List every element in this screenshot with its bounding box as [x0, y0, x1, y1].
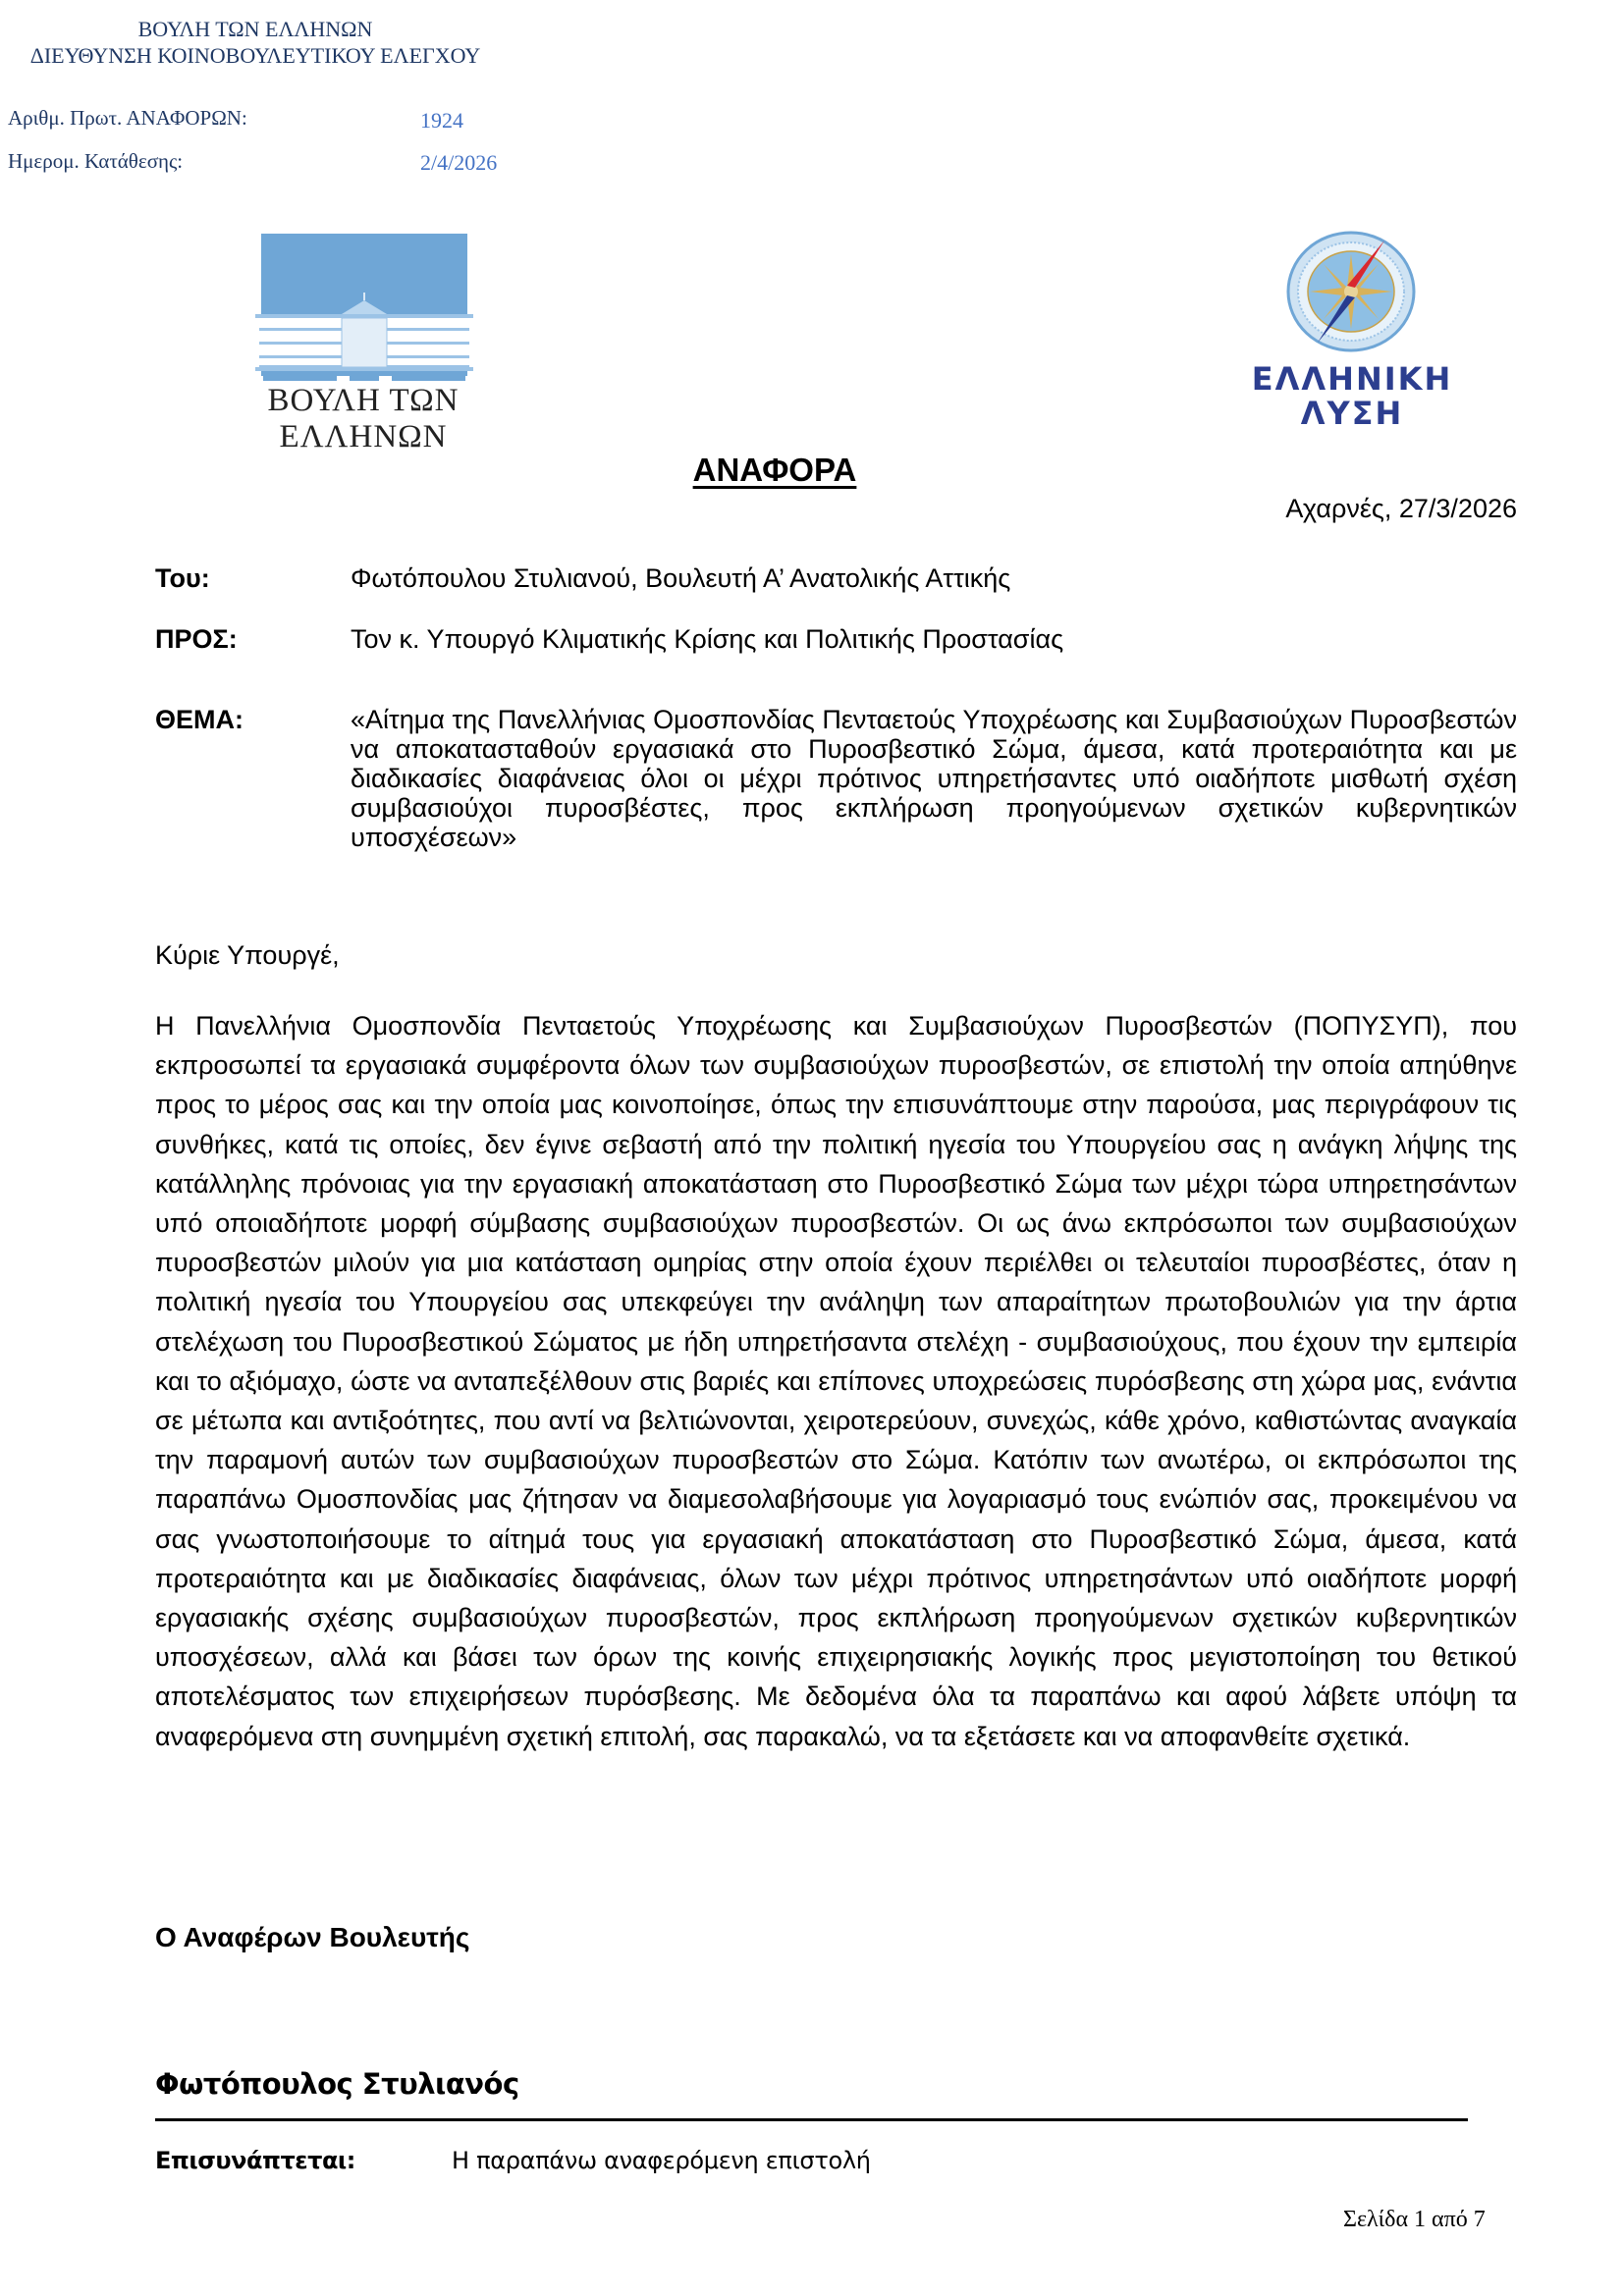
subject-value: «Αίτημα της Πανελλήνιας Ομοσπονδίας Πενταετούς Υποχρέωσης και Συμβασιούχων Πυροσβεστών να αποκατασταθούν εργασιακά στο Πυροσβεστικό Σώμα, άμεσα, κατά προτεραιότητα και με διαδικασίες διαφάνειας όλοι οι μέχρι πρότινος υπηρετήσαντες υπό οιαδήποτε μισθωτή σχέση συμβασιούχοι πυροσβέστες, προς εκπλήρωση προηγούμενων σχετικών κυβερνητικών υποσχέσεων»	[351, 705, 1517, 852]
header-directorate: ΔΙΕΥΘΥΝΣΗ ΚΟΙΝΟΒΟΥΛΕΥΤΙΚΟΥ ΕΛΕΓΧΟΥ	[29, 43, 481, 68]
compass-icon	[1286, 231, 1416, 352]
attachment-label: Επισυνάπτεται:	[155, 2147, 355, 2174]
signer-title: Ο Αναφέρων Βουλευτής	[155, 1922, 470, 1952]
filing-date-label: Ημερομ. Κατάθεσης:	[8, 149, 184, 173]
party-logo	[1239, 231, 1465, 432]
signer-name: Φωτόπουλος Στυλιανός	[155, 2067, 519, 2101]
document-title: ΑΝΑΦΟΡΑ	[692, 452, 857, 488]
page-number: Σελίδα 1 από 7	[1343, 2207, 1486, 2232]
separator-line	[155, 2118, 1468, 2121]
to-label: ΠΡΟΣ:	[155, 624, 238, 654]
subject-label: ΘΕΜΑ:	[155, 705, 244, 734]
parliament-logo-caption: ΒΟΥΛΗ ΤΩΝ ΕΛΛΗΝΩΝ	[267, 383, 460, 454]
filing-date: 2/4/2026	[420, 150, 498, 175]
attachment-value: Η παραπάνω αναφερόμενη επιστολή	[452, 2147, 871, 2174]
parliament-logo	[187, 234, 540, 454]
protocol-number: 1924	[420, 108, 463, 133]
header-institution: ΒΟΥΛΗ ΤΩΝ ΕΛΛΗΝΩΝ	[137, 17, 373, 41]
party-logo-line1: ΕΛΛΗΝΙΚΗ	[1251, 360, 1453, 398]
place-date: Αχαρνές, 27/3/2026	[1285, 494, 1517, 523]
from-label: Του:	[155, 563, 210, 593]
letter-body: Η Πανελλήνια Ομοσπονδία Πενταετούς Υποχρέωσης και Συμβασιούχων Πυροσβεστών (ΠΟΠΥΣΥΠ), που εκπροσωπεί τα εργασιακά συμφέροντα όλων των συμβασιούχων πυροσβεστών, σε επιστολή την οποία απηύθηνε προς το μέρος σας και την οποία μας κοινοποίησε, όπως την επισυνάπτουμε στην παρούσα, μας περιγράφουν τις συνθήκες, κατά τις οποίες, δεν έγινε σεβαστή από την πολιτική ηγεσία του Υπουργείου σας η ανάγκη λήψης της κατάλληλης πρόνοιας για την εργασιακή αποκατάσταση στο Πυροσβεστικό Σώμα των μέχρι τώρα υπηρετησάντων υπό οποιαδήποτε μορφή σύμβασης συμβασιούχων πυροσβεστών. Οι ως άνω εκπρόσωποι των συμβασιούχων πυροσβεστών μιλούν για μια κατάσταση ομηρίας στην οποία έχουν περιέλθει οι τελευταίοι πυροσβέστες, όταν η πολιτική ηγεσία του Υπουργείου σας υπεκφεύγει την ανάληψη των απαραίτητων πρωτοβουλιών για την άρτια στελέχωση του Πυροσβεστικού Σώματος με ήδη υπηρετήσαντα στελέχη - συμβασιούχους, που έχουν την εμπειρία και το αξιόμαχο, ώστε να ανταπεξέλθουν στις βαριές και επίπονες υποχρεώσεις πυρόσβεσης στη χώρα μας, ενάντια σε μέτωπα και αντιξοότητες, που αντί να βελτιώνονται, χειροτερεύουν, συνεχώς, κάθε χρόνο, καθιστώντας αναγκαία την παραμονή αυτών των συμβασιούχων πυροσβεστών στο Σώμα. Κατόπιν των ανωτέρω, οι εκπρόσωποι της παραπάνω Ομοσπονδίας μας ζήτησαν να διαμεσολαβήσουμε για λογαριασμό τους ενώπιόν σας, προκειμένου να σας γνωστοποιήσουμε το αίτημά τους για εργασιακή αποκατάσταση στο Πυροσβεστικό Σώμα, άμεσα, κατά προτεραιότητα και με διαδικασίες διαφάνειας, όλων των μέχρι πρότινος υπηρετησάντων υπό οιαδήποτε μορφή εργασιακής σχέσης συμβασιούχων πυροσβεστών, προς εκπλήρωση προηγούμενων σχετικών κυβερνητικών υποσχέσεων, αλλά και βάσει των όρων της κοινής επιχειρησιακής λογικής προς μεγιστοποίηση του θετικού αποτελέσματος των επιχειρήσεων πυρόσβεσης. Με δεδομένα όλα τα παραπάνω και αφού λάβετε υπόψη τα αναφερόμενα στη συνημμένη σχετική επιτολή, σας παρακαλώ, να τα εξετάσετε και να αποφανθείτε σχετικά.	[155, 1011, 1517, 1751]
parliament-building-icon	[255, 293, 473, 381]
from-value: Φωτόπουλου Στυλιανού, Βουλευτή Α’ Ανατολικής Αττικής	[351, 563, 1011, 593]
salutation: Κύριε Υπουργέ,	[155, 940, 340, 970]
protocol-label: Αριθμ. Πρωτ. ΑΝΑΦΟΡΩΝ:	[8, 106, 247, 130]
to-value: Τον κ. Υπουργό Κλιματικής Κρίσης και Πολιτικής Προστασίας	[351, 624, 1064, 654]
party-logo-line2: ΛΥΣΗ	[1300, 395, 1404, 432]
